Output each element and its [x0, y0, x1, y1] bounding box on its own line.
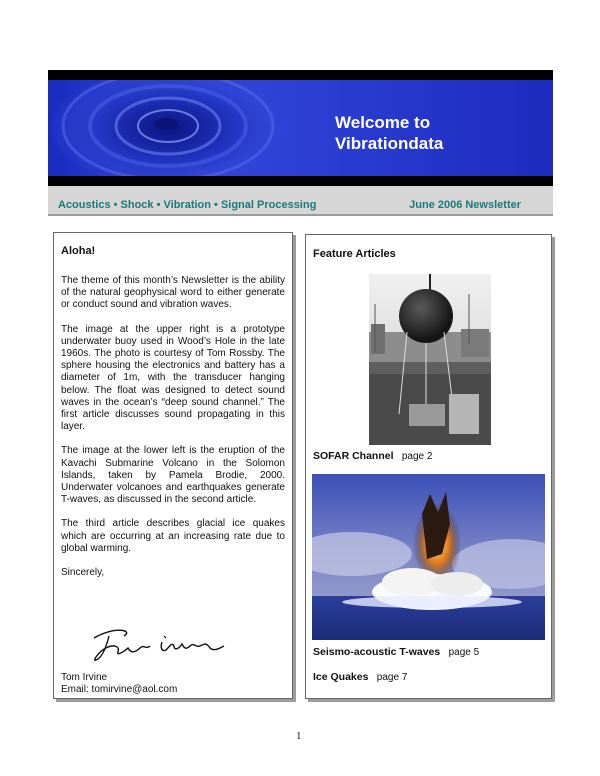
- buoy-photo: [369, 274, 491, 445]
- tagline: Acoustics • Shock • Vibration • Signal Processing: [58, 199, 317, 211]
- signer-block: [61, 672, 177, 696]
- letter-box: [53, 232, 293, 699]
- signer-name: Tom Irvine: [61, 672, 108, 683]
- subheader-bar: [48, 186, 553, 216]
- newsletter-date: June 2006 Newsletter: [409, 199, 521, 211]
- feature-title: Seismo-acoustic T-waves: [313, 646, 441, 658]
- header-banner: [48, 70, 553, 186]
- feature-page: page 2: [401, 451, 433, 462]
- closing: Sincerely,: [61, 567, 105, 579]
- feature-page: page 7: [376, 672, 408, 683]
- feature-item-icequakes[interactable]: [313, 671, 407, 683]
- signer-email[interactable]: Email: tomirvine@aol.com: [61, 684, 178, 695]
- letter-paragraph: The theme of this month’s Newsletter is the ability of the natural geophysical word to either generate or conduct sound and vibration waves.: [61, 275, 285, 311]
- feature-item-sofar[interactable]: [313, 450, 432, 462]
- greeting: Aloha!: [61, 245, 96, 257]
- signature-image: [84, 618, 234, 668]
- banner-title-line1: Welcome to: [335, 113, 431, 132]
- volcano-photo: [312, 474, 545, 640]
- banner-background: [48, 80, 553, 176]
- feature-heading: Feature Articles: [313, 248, 396, 260]
- letter-paragraph: The image at the lower left is the eruption of the Kavachi Submarine Volcano in the Solomon Islands, taken by Pamela Brodie, 2000. Underwater volcanoes and earthquakes generate T-waves, as discussed in the second article.: [61, 445, 285, 506]
- feature-page: page 5: [448, 647, 480, 658]
- letter-paragraph: The third article describes glacial ice quakes which are occurring at an increasing rate due to global warming.: [61, 518, 285, 554]
- feature-articles-box: [305, 234, 552, 699]
- feature-title: SOFAR Channel: [313, 450, 394, 462]
- letter-paragraph: The image at the upper right is a prototype underwater buoy used in Wood’s Hole in the late 1960s. The photo is courtesy of Tom Rossby. The sphere housing the electronics and battery has a diameter of 1m, with the transducer hanging below. The float was designed to detect sound waves in the ocean’s “deep sound channel.” The first article discusses sound propagating in this layer.: [61, 323, 285, 433]
- ripple-graphic: [48, 80, 553, 176]
- banner-title: [335, 112, 443, 154]
- page-number: 1: [296, 730, 302, 742]
- banner-title-line2: Vibrationdata: [335, 134, 444, 153]
- feature-item-twaves[interactable]: [313, 646, 479, 658]
- feature-title: Ice Quakes: [313, 671, 369, 683]
